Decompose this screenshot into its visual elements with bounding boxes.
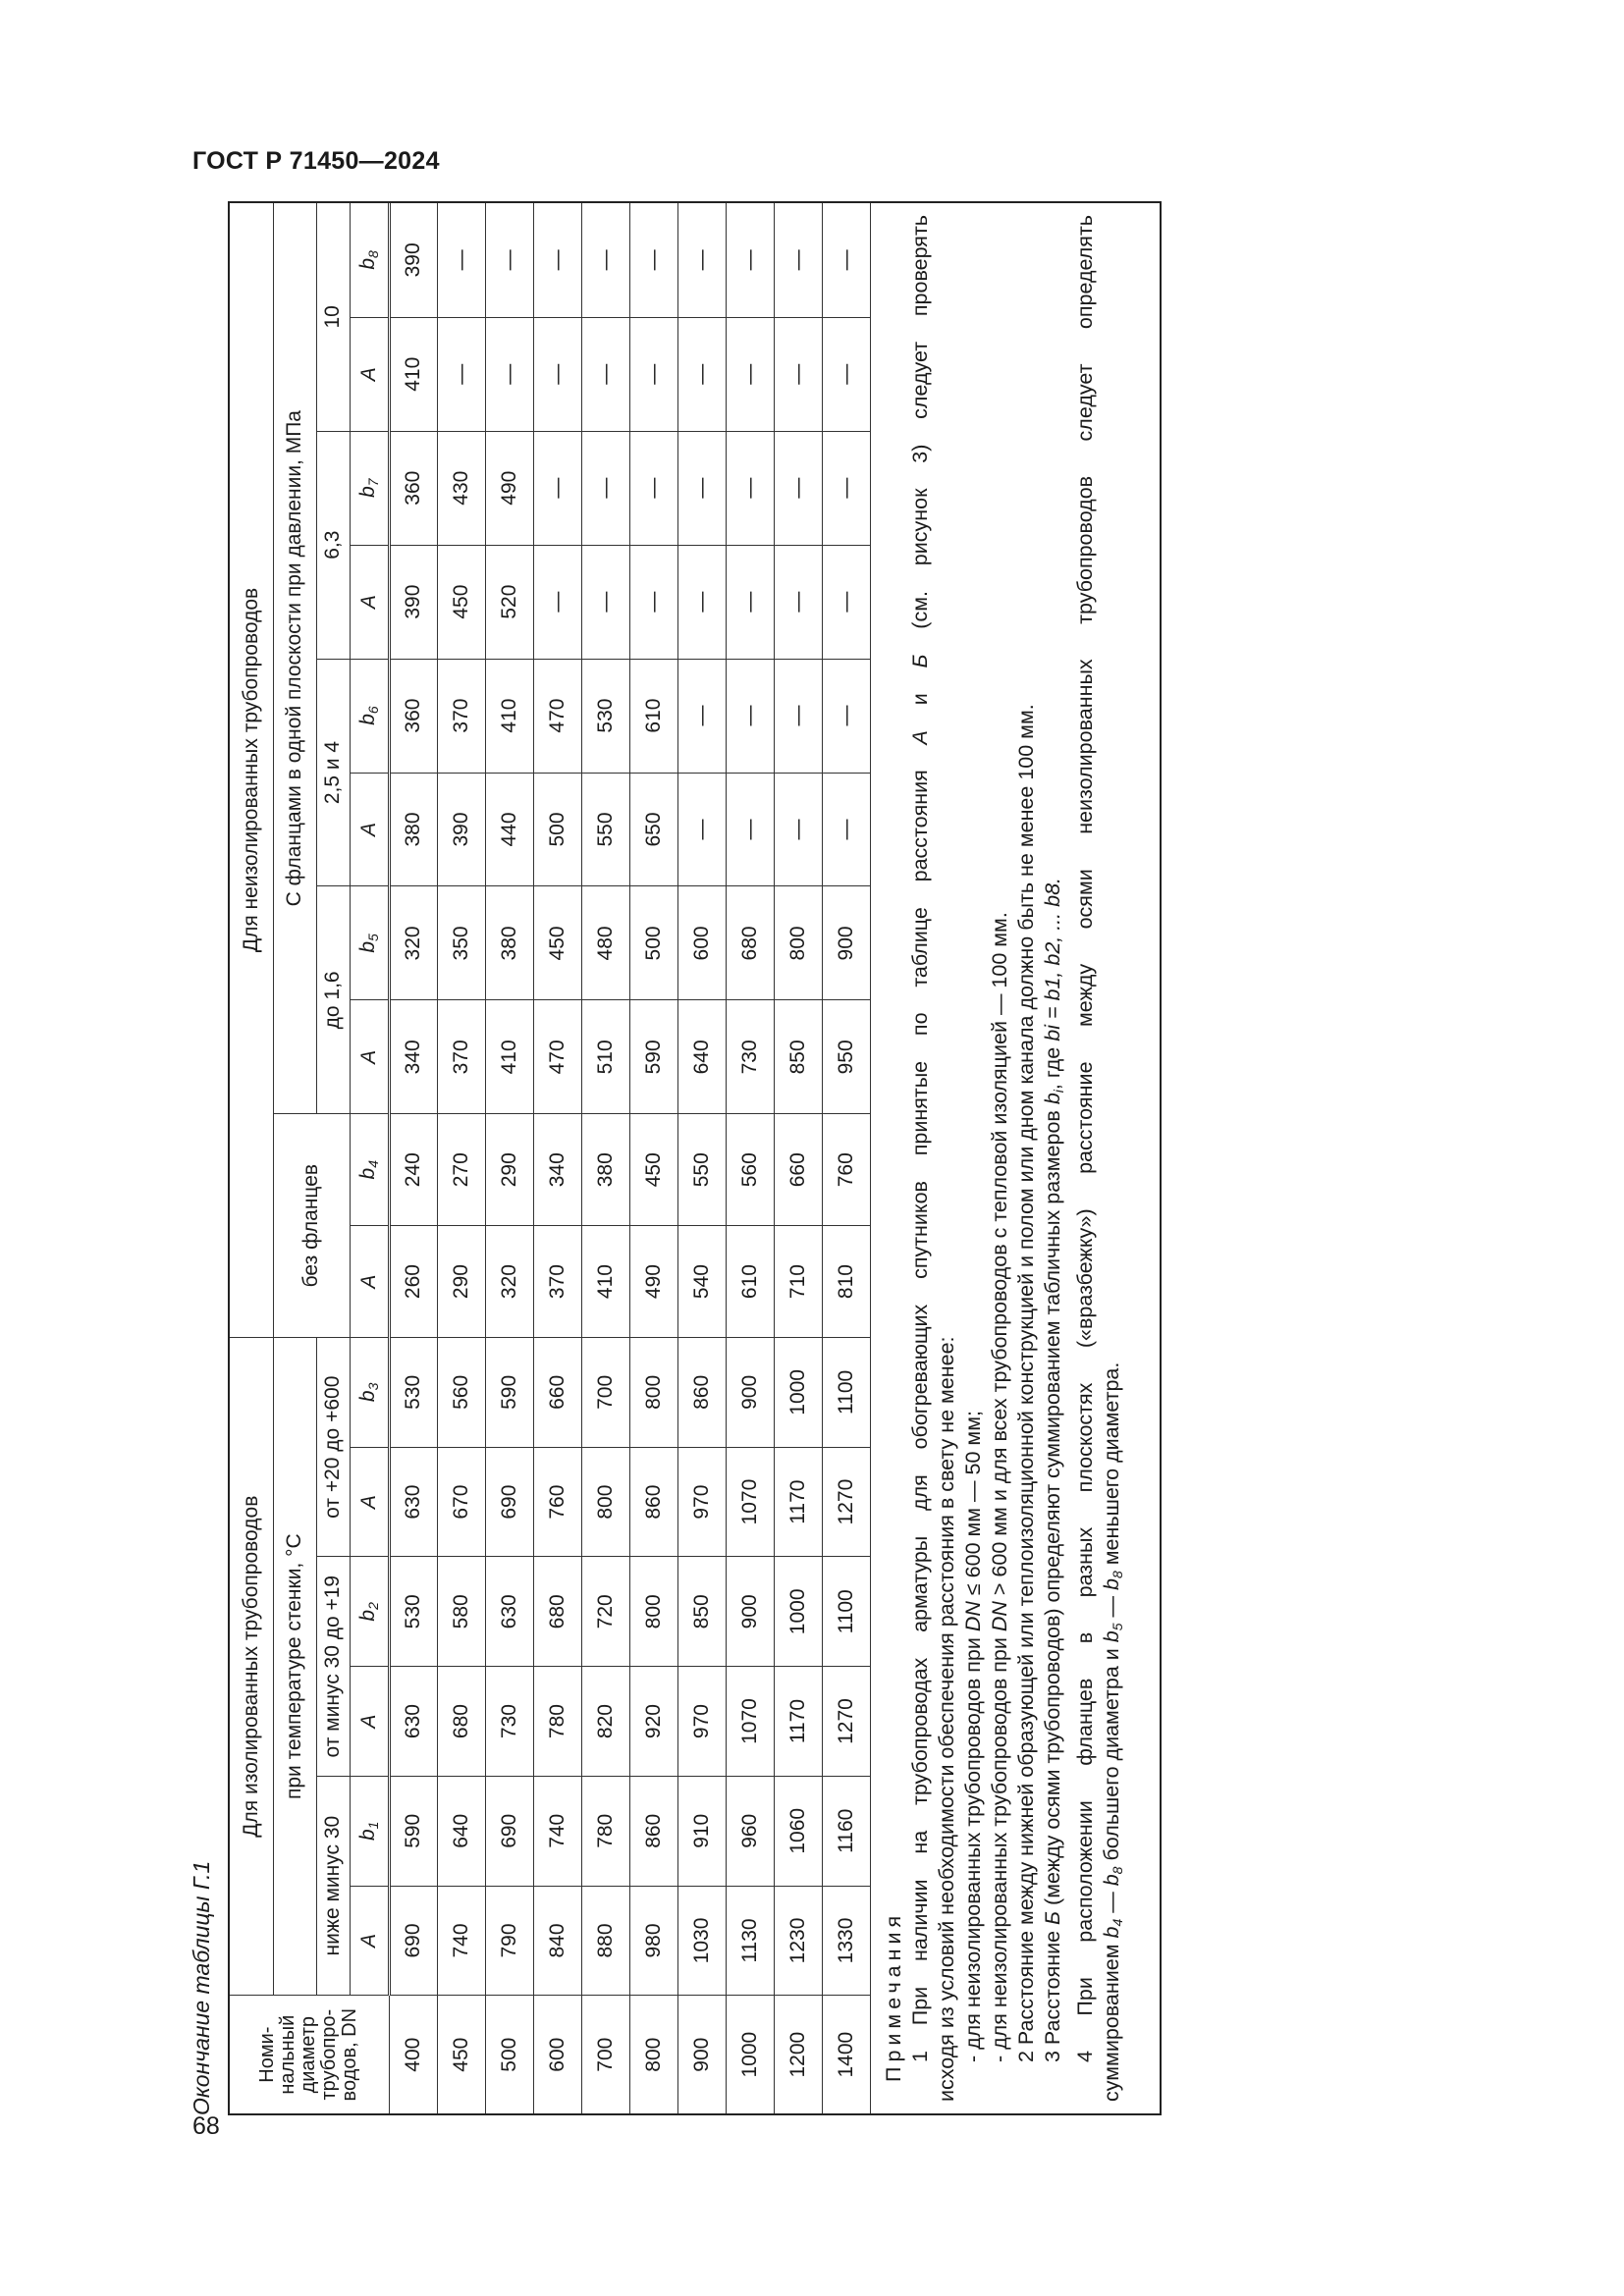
value-cell: — <box>581 203 629 317</box>
value-cell: 850 <box>677 1557 726 1667</box>
value-cell: — <box>629 431 677 545</box>
value-cell: 1030 <box>677 1886 726 1996</box>
value-cell: — <box>677 203 726 317</box>
value-cell: 380 <box>581 1114 629 1226</box>
table-row <box>629 203 677 2113</box>
col-b-header: $b_4$ <box>350 1114 389 1226</box>
table-row <box>726 203 774 2113</box>
value-cell: 840 <box>533 1886 581 1996</box>
value-cell: 500 <box>629 886 677 1000</box>
value-cell: — <box>533 317 581 431</box>
value-cell: 680 <box>726 886 774 1000</box>
value-cell: — <box>774 203 822 317</box>
value-cell: 1000 <box>774 1557 822 1667</box>
value-cell: 790 <box>485 1886 533 1996</box>
note-1-dash-2: - для неизолированных трубопроводов при DN > 600 мм и для всех трубопроводов с тепловой изоляцией — 100 мм. <box>987 912 1011 2062</box>
value-cell: 630 <box>485 1557 533 1667</box>
table-row <box>533 203 581 2113</box>
col-a-header: А <box>350 1447 389 1557</box>
value-cell: 690 <box>485 1447 533 1557</box>
value-cell: 630 <box>389 1667 437 1777</box>
insulated-header: Для изолированных трубопроводов <box>230 1337 273 1995</box>
value-cell: 390 <box>437 773 485 886</box>
value-cell: 1100 <box>822 1337 870 1447</box>
no-flanges-header: без фланцев <box>273 1114 350 1338</box>
value-cell: — <box>533 203 581 317</box>
value-cell: 530 <box>389 1557 437 1667</box>
dn-cell: 1000 <box>726 1996 774 2113</box>
value-cell: 1000 <box>774 1337 822 1447</box>
value-cell: 780 <box>533 1667 581 1777</box>
value-cell: 590 <box>485 1337 533 1447</box>
value-cell: — <box>677 317 726 431</box>
temp-range-header: от +20 до +600 <box>316 1337 350 1556</box>
value-cell: 1170 <box>774 1447 822 1557</box>
value-cell: 640 <box>677 1000 726 1114</box>
notes-title: Примечания <box>881 1910 905 2082</box>
table-caption: Окончание таблицы Г.1 <box>189 1860 214 2115</box>
value-cell: 730 <box>485 1667 533 1777</box>
value-cell: 470 <box>533 1000 581 1114</box>
value-cell: 740 <box>437 1886 485 1996</box>
value-cell: 560 <box>437 1337 485 1447</box>
value-cell: 590 <box>389 1776 437 1886</box>
value-cell: 1270 <box>822 1447 870 1557</box>
value-cell: 650 <box>629 773 677 886</box>
col-a-header: А <box>350 545 389 659</box>
value-cell: 800 <box>581 1447 629 1557</box>
value-cell: 910 <box>677 1776 726 1886</box>
value-cell: 410 <box>389 317 437 431</box>
value-cell: 360 <box>389 431 437 545</box>
value-cell: — <box>774 659 822 773</box>
value-cell: 680 <box>437 1667 485 1777</box>
value-cell: 390 <box>389 545 437 659</box>
dn-cell: 900 <box>677 1996 726 2113</box>
value-cell: — <box>774 317 822 431</box>
col-b-header: $b_7$ <box>350 431 389 545</box>
value-cell: 1170 <box>774 1667 822 1777</box>
value-cell: 530 <box>389 1337 437 1447</box>
value-cell: — <box>677 545 726 659</box>
value-cell: 260 <box>389 1226 437 1338</box>
value-cell: — <box>581 545 629 659</box>
value-cell: 340 <box>533 1114 581 1226</box>
table-row <box>485 203 533 2113</box>
value-cell: — <box>581 431 629 545</box>
value-cell: 880 <box>581 1886 629 1996</box>
value-cell: — <box>485 203 533 317</box>
data-table <box>230 203 871 2113</box>
note-1-dash-1: - для неизолированных трубопроводов при DN ≤ 600 мм — 50 мм; <box>960 1411 985 2062</box>
note-4: 4 При расположении фланцев в разных плоскостях («вразбежку») расстояние между осями неизолированных трубопроводов следует определять <box>1072 215 1097 2062</box>
value-cell: 850 <box>774 1000 822 1114</box>
value-cell: 410 <box>485 1000 533 1114</box>
value-cell: 960 <box>726 1776 774 1886</box>
value-cell: 370 <box>437 659 485 773</box>
value-cell: — <box>677 431 726 545</box>
value-cell: 320 <box>389 886 437 1000</box>
col-a-header: А <box>350 1226 389 1338</box>
value-cell: 610 <box>726 1226 774 1338</box>
value-cell: 800 <box>629 1557 677 1667</box>
value-cell: — <box>629 317 677 431</box>
value-cell: — <box>485 317 533 431</box>
value-cell: 740 <box>533 1776 581 1886</box>
value-cell: 860 <box>677 1337 726 1447</box>
value-cell: 360 <box>389 659 437 773</box>
table-row <box>822 203 870 2113</box>
value-cell: 380 <box>389 773 437 886</box>
value-cell: 550 <box>581 773 629 886</box>
value-cell: 1270 <box>822 1667 870 1777</box>
col-b-header: $b_2$ <box>350 1557 389 1667</box>
col-a-header: А <box>350 317 389 431</box>
value-cell: 950 <box>822 1000 870 1114</box>
value-cell: — <box>533 431 581 545</box>
value-cell: 860 <box>629 1776 677 1886</box>
dn-cell: 600 <box>533 1996 581 2113</box>
value-cell: — <box>726 317 774 431</box>
value-cell: 800 <box>774 886 822 1000</box>
value-cell: 720 <box>581 1557 629 1667</box>
value-cell: 610 <box>629 659 677 773</box>
value-cell: — <box>437 317 485 431</box>
dn-header: Номи- нальный диаметр трубопро- водов, DN <box>230 1996 389 2113</box>
value-cell: 510 <box>581 1000 629 1114</box>
value-cell: 780 <box>581 1776 629 1886</box>
value-cell: 440 <box>485 773 533 886</box>
value-cell: 800 <box>629 1337 677 1447</box>
dn-cell: 450 <box>437 1996 485 2113</box>
note-1-continued: исходя из условий необходимости обеспечения расстояния в свету не менее: <box>934 1336 958 2102</box>
uninsulated-header: Для неизолированных трубопроводов <box>230 203 273 1337</box>
value-cell: 920 <box>629 1667 677 1777</box>
value-cell: — <box>726 545 774 659</box>
value-cell: 490 <box>485 431 533 545</box>
value-cell: — <box>629 545 677 659</box>
value-cell: 690 <box>389 1886 437 1996</box>
value-cell: 980 <box>629 1886 677 1996</box>
value-cell: 560 <box>726 1114 774 1226</box>
value-cell: 480 <box>581 886 629 1000</box>
value-cell: 1100 <box>822 1557 870 1667</box>
value-cell: 710 <box>774 1226 822 1338</box>
note-4-continued: суммированием $b_4$ — $b_8$ большего диаметра и $b_5$ — $b_8$ меньшего диаметра. <box>1099 1362 1125 2102</box>
value-cell: 500 <box>533 773 581 886</box>
value-cell: 660 <box>774 1114 822 1226</box>
value-cell: 810 <box>822 1226 870 1338</box>
temp-header: при температуре стенки, °С <box>273 1337 316 1995</box>
value-cell: 390 <box>389 203 437 317</box>
value-cell: — <box>726 203 774 317</box>
value-cell: 290 <box>485 1114 533 1226</box>
value-cell: 690 <box>485 1776 533 1886</box>
value-cell: 900 <box>726 1337 774 1447</box>
value-cell: — <box>822 773 870 886</box>
value-cell: 490 <box>629 1226 677 1338</box>
value-cell: 1230 <box>774 1886 822 1996</box>
note-2: 2 Расстояние между нижней образующей или теплоизоляционной конструкцией и полом или дном канала должно быть не менее 100 мм. <box>1013 704 1038 2062</box>
value-cell: 450 <box>629 1114 677 1226</box>
value-cell: — <box>774 431 822 545</box>
value-cell: — <box>822 431 870 545</box>
value-cell: 590 <box>629 1000 677 1114</box>
value-cell: 970 <box>677 1447 726 1557</box>
col-a-header: А <box>350 773 389 886</box>
value-cell: 860 <box>629 1447 677 1557</box>
value-cell: 470 <box>533 659 581 773</box>
value-cell: 290 <box>437 1226 485 1338</box>
value-cell: 410 <box>581 1226 629 1338</box>
table-row <box>677 203 726 2113</box>
temp-range-header: от минус 30 до +19 <box>316 1557 350 1776</box>
value-cell: — <box>533 545 581 659</box>
value-cell: 600 <box>677 886 726 1000</box>
value-cell: 410 <box>485 659 533 773</box>
value-cell: 760 <box>533 1447 581 1557</box>
table-row <box>437 203 485 2113</box>
value-cell: 350 <box>437 886 485 1000</box>
value-cell: 270 <box>437 1114 485 1226</box>
value-cell: — <box>726 773 774 886</box>
col-a-header: А <box>350 1000 389 1114</box>
value-cell: 1070 <box>726 1667 774 1777</box>
pressure-range-header: 10 <box>316 203 350 431</box>
value-cell: — <box>581 317 629 431</box>
value-cell: 1060 <box>774 1776 822 1886</box>
value-cell: 320 <box>485 1226 533 1338</box>
value-cell: 670 <box>437 1447 485 1557</box>
dn-cell: 1200 <box>774 1996 822 2113</box>
dn-cell: 1400 <box>822 1996 870 2113</box>
value-cell: 820 <box>581 1667 629 1777</box>
col-b-header: $b_6$ <box>350 659 389 773</box>
table-row <box>389 203 437 2113</box>
page-number: 68 <box>192 2112 220 2140</box>
dn-cell: 800 <box>629 1996 677 2113</box>
value-cell: 340 <box>389 1000 437 1114</box>
value-cell: 970 <box>677 1667 726 1777</box>
flanges-header: С фланцами в одной плоскости при давлении, МПа <box>273 203 316 1114</box>
pressure-range-header: до 1,6 <box>316 886 350 1114</box>
pressure-range-header: 2,5 и 4 <box>316 659 350 886</box>
value-cell: 580 <box>437 1557 485 1667</box>
temp-range-header: ниже минус 30 <box>316 1776 350 1995</box>
value-cell: 1330 <box>822 1886 870 1996</box>
col-a-header: А <box>350 1667 389 1777</box>
value-cell: — <box>774 545 822 659</box>
value-cell: 680 <box>533 1557 581 1667</box>
value-cell: 370 <box>533 1226 581 1338</box>
value-cell: — <box>437 203 485 317</box>
value-cell: 900 <box>726 1557 774 1667</box>
table-row <box>774 203 822 2113</box>
table-frame <box>228 201 1162 2115</box>
value-cell: 1070 <box>726 1447 774 1557</box>
value-cell: 730 <box>726 1000 774 1114</box>
value-cell: 630 <box>389 1447 437 1557</box>
notes-block <box>871 203 1131 2113</box>
value-cell: 900 <box>822 886 870 1000</box>
value-cell: 700 <box>581 1337 629 1447</box>
rotated-table-block <box>183 201 1164 2115</box>
col-b-header: $b_3$ <box>350 1337 389 1447</box>
dn-cell: 500 <box>485 1996 533 2113</box>
value-cell: — <box>629 203 677 317</box>
value-cell: 540 <box>677 1226 726 1338</box>
dn-cell: 400 <box>389 1996 437 2113</box>
value-cell: 520 <box>485 545 533 659</box>
value-cell: 1130 <box>726 1886 774 1996</box>
note-1: 1 При наличии на трубопроводах арматуры для обогревающих спутников принятые по таблице расстояния А и Б (см. рисунок 3) следует проверять <box>907 215 932 2062</box>
value-cell: — <box>822 659 870 773</box>
value-cell: 1160 <box>822 1776 870 1886</box>
value-cell: 430 <box>437 431 485 545</box>
value-cell: — <box>822 317 870 431</box>
value-cell: — <box>677 659 726 773</box>
value-cell: 450 <box>437 545 485 659</box>
value-cell: — <box>726 431 774 545</box>
value-cell: 370 <box>437 1000 485 1114</box>
value-cell: 530 <box>581 659 629 773</box>
note-3: 3 Расстояние Б (между осями трубопроводов) определяют суммированием табличных размеров $b_i$, где bi = b1, b2, ... b8. <box>1040 877 1066 2062</box>
document-code: ГОСТ Р 71450—2024 <box>192 147 440 175</box>
value-cell: 640 <box>437 1776 485 1886</box>
dn-cell: 700 <box>581 1996 629 2113</box>
col-b-header: $b_5$ <box>350 886 389 1000</box>
table-row <box>581 203 629 2113</box>
col-b-header: $b_8$ <box>350 203 389 317</box>
value-cell: — <box>822 203 870 317</box>
value-cell: 660 <box>533 1337 581 1447</box>
col-a-header: А <box>350 1886 389 1996</box>
pressure-range-header: 6,3 <box>316 431 350 659</box>
value-cell: 380 <box>485 886 533 1000</box>
value-cell: — <box>774 773 822 886</box>
value-cell: 450 <box>533 886 581 1000</box>
col-b-header: $b_1$ <box>350 1776 389 1886</box>
value-cell: 760 <box>822 1114 870 1226</box>
value-cell: 550 <box>677 1114 726 1226</box>
value-cell: 240 <box>389 1114 437 1226</box>
value-cell: — <box>822 545 870 659</box>
value-cell: — <box>726 659 774 773</box>
value-cell: — <box>677 773 726 886</box>
